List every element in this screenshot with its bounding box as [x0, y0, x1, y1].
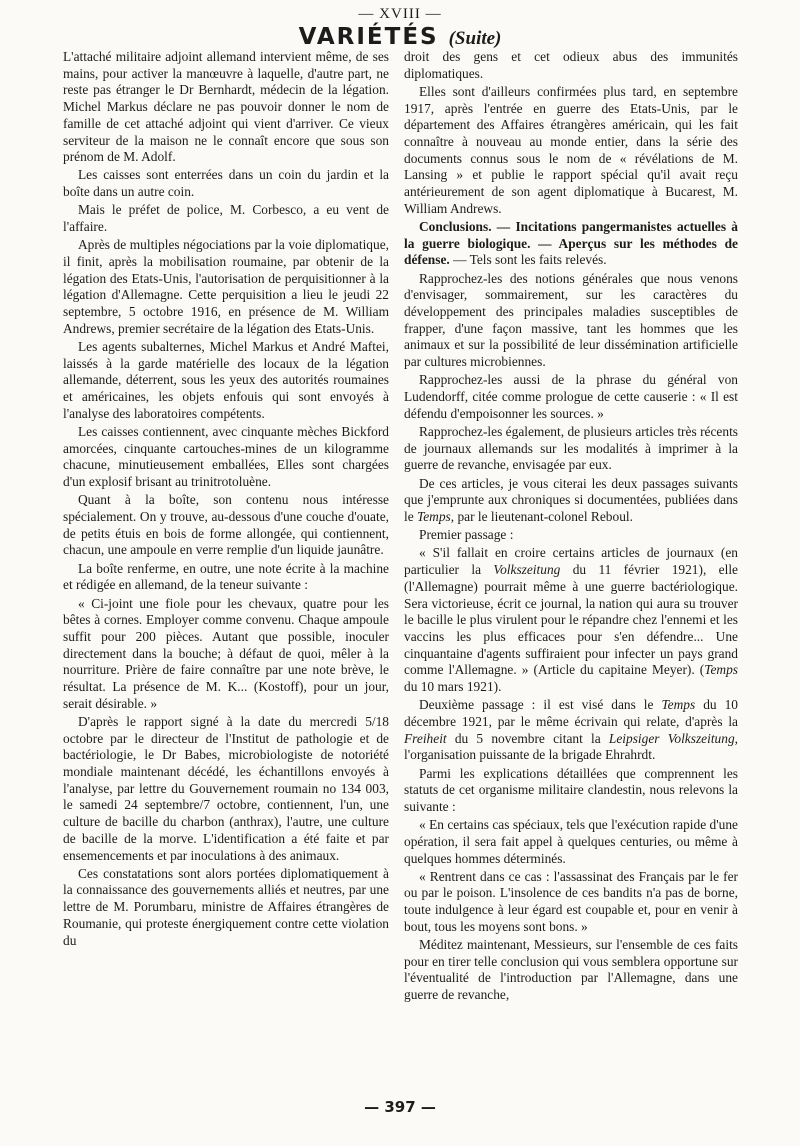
conclusions-heading: Conclusions. — Incitations pangermanistes actuelles à la guerre biologique. — Aperçus sur les méthodes de défense. [404, 219, 738, 268]
paragraph: Quant à la boîte, son contenu nous intéresse spécialement. On y trouve, au-dessous d'une couche d'ouate, de petits étuis en bois de forme allongée, qui contiennent, chacun, une ampoule en verre remplie d'un liquide jaunâtre. [63, 492, 389, 558]
paragraph: Elles sont d'ailleurs confirmées plus tard, en septembre 1917, après l'entrée en guerre des Etats-Unis, par le département des Affaires étrangères américain, qui les fait connaître à nouveau au monde entier, dans la série des documents connus sous le nom de « révélations de M. Lansing » et publie le rapport spécial qu'il avait reçu antérieurement de son agent diplomatique à Bucarest, M. William Andrews. [404, 83, 738, 216]
paragraph: D'après le rapport signé à la date du mercredi 5/18 octobre par le directeur de l'Institut de pathologie et de bactériologie, le Dr Babes, microbiologiste de notoriété mondiale maintenant décédé, les échantillons envoyés à l'analyse, par lettre du Gouvernement roumain no 134 003, le samedi 24 septembre/7 octobre, contiennent, l'un, une culture de bacille du charbon (anthrax), l'autre, une culture de bacille de la morve. L'identification a été faite et par ensemencements et par inoculations à des animaux. [63, 713, 389, 863]
paragraph [404, 545, 738, 695]
text: Deuxième passage : il est visé dans le [419, 697, 662, 713]
page-number: — 397 — [364, 1098, 436, 1116]
paragraph: L'attaché militaire adjoint allemand intervient même, de ses mains, pour activer la manœuvre à laquelle, d'autre part, ne reste pas étranger le Dr Bernhardt, médecin de la légation. Michel Markus déclare ne pas pouvoir donner le nom de famille de cet attaché adjoint qui vient d'arriver. Ce vieux serviteur de la maison ne le connaît encore que sous son prénom de M. Adolf. [63, 49, 389, 165]
text: du 5 novembre citant la [446, 730, 609, 746]
paragraph: Rapprochez-les aussi de la phrase du général von Ludendorff, citée comme prologue de cette causerie : « Il est défendu d'empoisonner les sources. » [404, 372, 738, 421]
paragraph: Les caisses contiennent, avec cinquante mèches Bickford amorcées, cinquante cartouches-mines de un kilogramme chacune, minutieusement emballées, Elles sont chargées d'un explosif brisant au trinitrotoluène. [63, 423, 389, 490]
quoted-note: « Ci-joint une fiole pour les chevaux, quatre pour les bêtes à cornes. Employer comme convenu. Chaque ampoule suffit pour 200 pièces. Autant que possible, inoculer directement dans la bouche; à défaut de quoi, mêler à la nourriture. Prière de faire connaître par une note brève, le résultat. La présence de M. K... (Kostoff), pour un jour, serait désirable. » [63, 595, 389, 711]
section-title-text: VARIÉTÉS [298, 24, 439, 50]
newspaper-title: Volkszeitung [493, 562, 561, 578]
roman-page-number: — XVIII — [358, 6, 442, 22]
newspaper-title: Temps [661, 697, 696, 713]
newspaper-title: Temps [417, 508, 451, 524]
paragraph: La boîte renferme, en outre, une note écrite à la machine et rédigée en allemand, de la teneur suivante : [63, 560, 389, 593]
section-title-suite: (Suite) [448, 28, 502, 49]
conclusions-heading-paragraph [404, 219, 738, 269]
paragraph: Mais le préfet de police, M. Corbesco, a eu vent de l'affaire. [63, 202, 389, 235]
paragraph: Premier passage : [419, 527, 514, 543]
conclusions-text: — Tels sont les faits relevés. [449, 252, 607, 268]
paragraph [404, 476, 738, 526]
paragraph: droit des gens et cet odieux abus des immunités diplomatiques. [404, 49, 738, 81]
paragraph: Rapprochez-les également, de plusieurs articles très récents de journaux allemands sur les modalités à imprimer à la guerre de revanche, envisagée par eux. [404, 423, 738, 473]
section-title [0, 24, 800, 50]
paragraph: Méditez maintenant, Messieurs, sur l'ensemble de ces faits pour en tirer telle conclusion qui vous semblera opportune sur l'éventualité de l'introduction par l'Allemagne, dans une guerre de revanche, [404, 937, 738, 1003]
paragraph: Rapprochez-les des notions générales que nous venons d'envisager, sommairement, sur les caractères du développement des principales maladies susceptibles de frapper, d'une façon massive, tant les hommes que les animaux et sur la possibilité de leur dissémination artificielle par cultures microbiennes. [404, 270, 738, 370]
newspaper-title: Leipsiger Volkszeitung [608, 730, 735, 746]
newspaper-title: Temps [704, 662, 738, 678]
text: du 11 février 1921), elle (l'Allemagne) pourrait même à une guerre bactériologique. Sera victorieuse, écrit ce journal, la nation qui aura su trouver le bacille le plus virulent pour le répandre chez l'ennemi et les vaccins les plus efficaces pour s'en défendre... Une cinquantaine d'agents suffiraient pour infecter un pays grand comme l'Allemagne. » (Article du capitaine Meyer). ( [404, 562, 738, 678]
paragraph: Parmi les explications détaillées que comprennent les statuts de cet organisme militaire clandestin, nous relevons la suivante : [404, 765, 738, 814]
newspaper-title: Freiheit [404, 730, 447, 746]
quoted-statute: « Rentrent dans ce cas : l'assassinat des Français par le fer ou par le poison. L'insolence de ces bandits n'a pas de borne, toute indulgence à leur égard est coupable et, pour en venir à bout, tous les moyens sont bons. » [404, 868, 738, 934]
quoted-statute: « En certains cas spéciaux, tels que l'exécution rapide d'une opération, il sera fait appel à quelques centuries, ou même à quelques hommes déterminés. [404, 817, 738, 866]
right-column [404, 49, 738, 1089]
text: De ces articles, je vous citerai les deux passages suivants que j'emprunte aux chroniques si documentées, publiées dans le [404, 475, 738, 524]
text: , l'organisation puissante de la brigade Ehrahrdt. [404, 730, 738, 763]
paragraph: Les agents subalternes, Michel Markus et André Maftei, laissés à la garde matérielle des locaux de la légation allemande, déterrent, sous les yeux des autorités roumaines et américaines, les objets enfouis qui sont envoyés à l'analyse des laboratoires compétents. [63, 338, 389, 421]
paragraph: Ces constatations sont alors portées diplomatiquement à la connaissance des gouvernements alliés et neutres, par une lettre de M. Porumbaru, ministre de Affaires étrangères de Roumanie, qui proteste énergiquement contre cette violation du [63, 865, 389, 948]
paragraph: Après de multiples négociations par la voie diplomatique, il finit, après la mobilisation roumaine, par obtenir de la légation des Etats-Unis, l'autorisation de perquisitionner à la légation d'Allemagne. Cette perquisition a lieu le jeudi 22 septembre, 5 octobre 1916, en présence de M. William Andrews, premier secrétaire de la légation des Etats-Unis. [63, 237, 389, 336]
text: du 10 décembre 1921, par le même écrivain qui relate, d'après la [404, 697, 738, 729]
text: du 10 mars 1921). [404, 679, 502, 695]
paragraph [404, 697, 738, 764]
left-column [63, 49, 389, 1089]
paragraph: Les caisses sont enterrées dans un coin du jardin et la boîte dans un autre coin. [63, 167, 389, 200]
text: « S'il fallait en croire certains articles de journaux (en particulier la [404, 545, 738, 578]
text: , par le lieutenant-colonel Reboul. [450, 508, 633, 524]
